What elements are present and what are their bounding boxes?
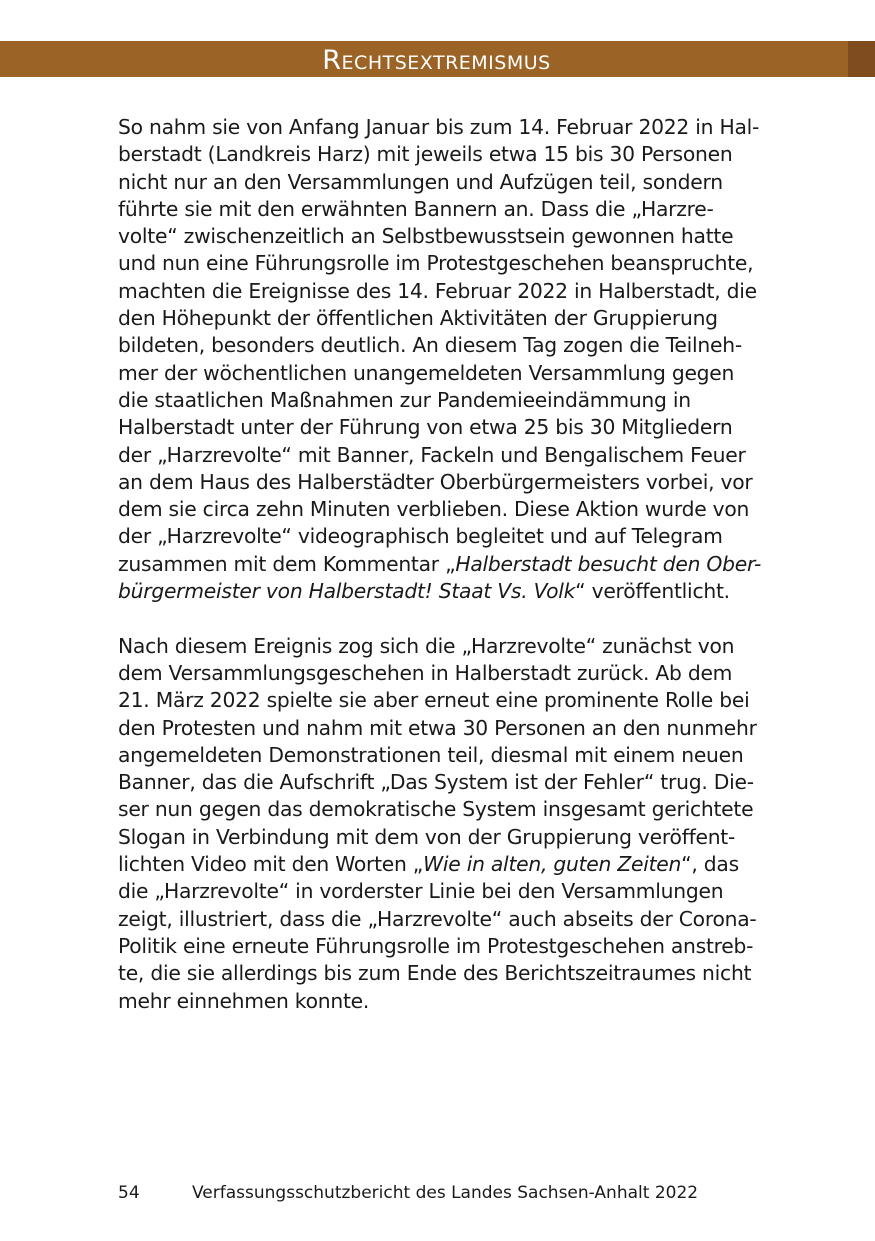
text-segment: zeigt, illustriert, dass die „Harzrevolte“ auch abseits der Corona- [118, 906, 757, 931]
text-line [118, 933, 763, 960]
text-segment: Banner, das die Aufschrift „Das System ist der Fehler“ trug. Die- [118, 770, 754, 795]
text-segment: mer der wöchentlichen unangemeldeten Versammlung gegen [118, 360, 735, 385]
text-line [118, 824, 763, 851]
text-line [118, 114, 763, 141]
text-line [118, 851, 763, 878]
text-segment: Politik eine erneute Führungsrolle im Protestgeschehen anstreb- [118, 933, 754, 958]
text-segment: bildeten, besonders deutlich. An diesem Tag zogen die Teilneh- [118, 333, 742, 358]
text-segment: “ veröffentlicht. [575, 579, 730, 604]
text-line [118, 906, 763, 933]
text-segment: ser nun gegen das demokratische System insgesamt gerichtete [118, 797, 754, 822]
text-line [118, 278, 763, 305]
text-line [118, 387, 763, 414]
text-segment: 21. März 2022 spielte sie aber erneut eine prominente Rolle bei [118, 688, 750, 713]
text-line [118, 715, 763, 742]
text-segment: dem Versammlungsgeschehen in Halberstadt zurück. Ab dem [118, 660, 733, 685]
text-segment: lichten Video mit den Worten „ [118, 852, 424, 877]
text-segment: volte“ zwischenzeitlich an Selbstbewusstsein gewonnen hatte [118, 224, 734, 249]
text-line [118, 469, 763, 496]
text-segment: den Protesten und nahm mit etwa 30 Personen an den nunmehr [118, 715, 757, 740]
text-segment: te, die sie allerdings bis zum Ende des Berichtszeitraumes nicht [118, 961, 752, 986]
text-line [118, 141, 763, 168]
text-line [118, 687, 763, 714]
text-line [118, 960, 763, 987]
text-line [118, 523, 763, 550]
text-line [118, 633, 763, 660]
text-line [118, 578, 763, 605]
section-title: Rechtsextremismus [322, 45, 551, 76]
text-line [118, 169, 763, 196]
text-segment: So nahm sie von Anfang Januar bis zum 14. Februar 2022 in Hal- [118, 115, 760, 139]
text-segment: mehr einnehmen konnte. [118, 988, 370, 1013]
section-header-bar [0, 41, 875, 77]
text-line [118, 988, 763, 1015]
text-segment: die „Harzrevolte“ in vorderster Linie bei den Versammlungen [118, 879, 724, 904]
text-line [118, 223, 763, 250]
text-line [118, 796, 763, 823]
page-number: 54 [118, 1183, 140, 1203]
text-segment: Slogan in Verbindung mit dem von der Gruppierung veröffent- [118, 824, 736, 849]
text-segment: die staatlichen Maßnahmen zur Pandemieeindämmung in [118, 387, 691, 412]
text-segment: berstadt (Landkreis Harz) mit jeweils etwa 15 bis 30 Personen [118, 142, 733, 167]
text-segment: den Höhepunkt der öffentlichen Aktivitäten der Gruppierung [118, 306, 718, 331]
text-segment: der „Harzrevolte“ mit Banner, Fackeln und Bengalischem Feuer [118, 442, 746, 467]
text-segment: machten die Ereignisse des 14. Februar 2022 in Halberstadt, die [118, 278, 757, 303]
text-line [118, 196, 763, 223]
text-line [118, 414, 763, 441]
text-segment: dem sie circa zehn Minuten verblieben. Diese Aktion wurde von [118, 497, 750, 522]
italic-quote: Wie in alten, guten Zeiten [423, 852, 682, 877]
text-line [118, 878, 763, 905]
text-segment: der „Harzrevolte“ videographisch begleitet und auf Telegram [118, 524, 723, 549]
text-segment: nicht nur an den Versammlungen und Aufzügen teil, sondern [118, 169, 723, 194]
paragraph [118, 114, 763, 605]
text-segment: zusammen mit dem Kommentar „ [118, 551, 456, 576]
text-segment: führte sie mit den erwähnten Bannern an. Dass die „Harzre- [118, 196, 714, 221]
text-line [118, 551, 763, 578]
italic-quote: bürgermeister von Halberstadt! Staat Vs. Volk [118, 579, 576, 604]
text-line [118, 496, 763, 523]
text-line [118, 305, 763, 332]
text-line [118, 442, 763, 469]
footer-report-title: Verfassungsschutzbericht des Landes Sachsen-Anhalt 2022 [192, 1183, 699, 1203]
text-line [118, 250, 763, 277]
text-line [118, 660, 763, 687]
text-line [118, 769, 763, 796]
text-segment: Nach diesem Ereignis zog sich die „Harzrevolte“ zunächst von [118, 633, 735, 658]
text-line [118, 360, 763, 387]
paragraph [118, 633, 763, 1015]
text-segment: an dem Haus des Halberstädter Oberbürgermeisters vorbei, vor [118, 469, 753, 494]
italic-quote: Halberstadt besucht den Ober- [455, 551, 762, 576]
text-segment: “, das [681, 852, 739, 877]
text-line [118, 742, 763, 769]
paragraph-gap [118, 605, 763, 632]
text-segment: angemeldeten Demonstrationen teil, diesmal mit einem neuen [118, 742, 744, 767]
text-segment: Halberstadt unter der Führung von etwa 25 bis 30 Mitgliedern [118, 415, 733, 440]
text-segment: und nun eine Führungsrolle im Protestgeschehen beanspruchte, [118, 251, 754, 276]
text-line [118, 332, 763, 359]
body-text [118, 114, 763, 1015]
